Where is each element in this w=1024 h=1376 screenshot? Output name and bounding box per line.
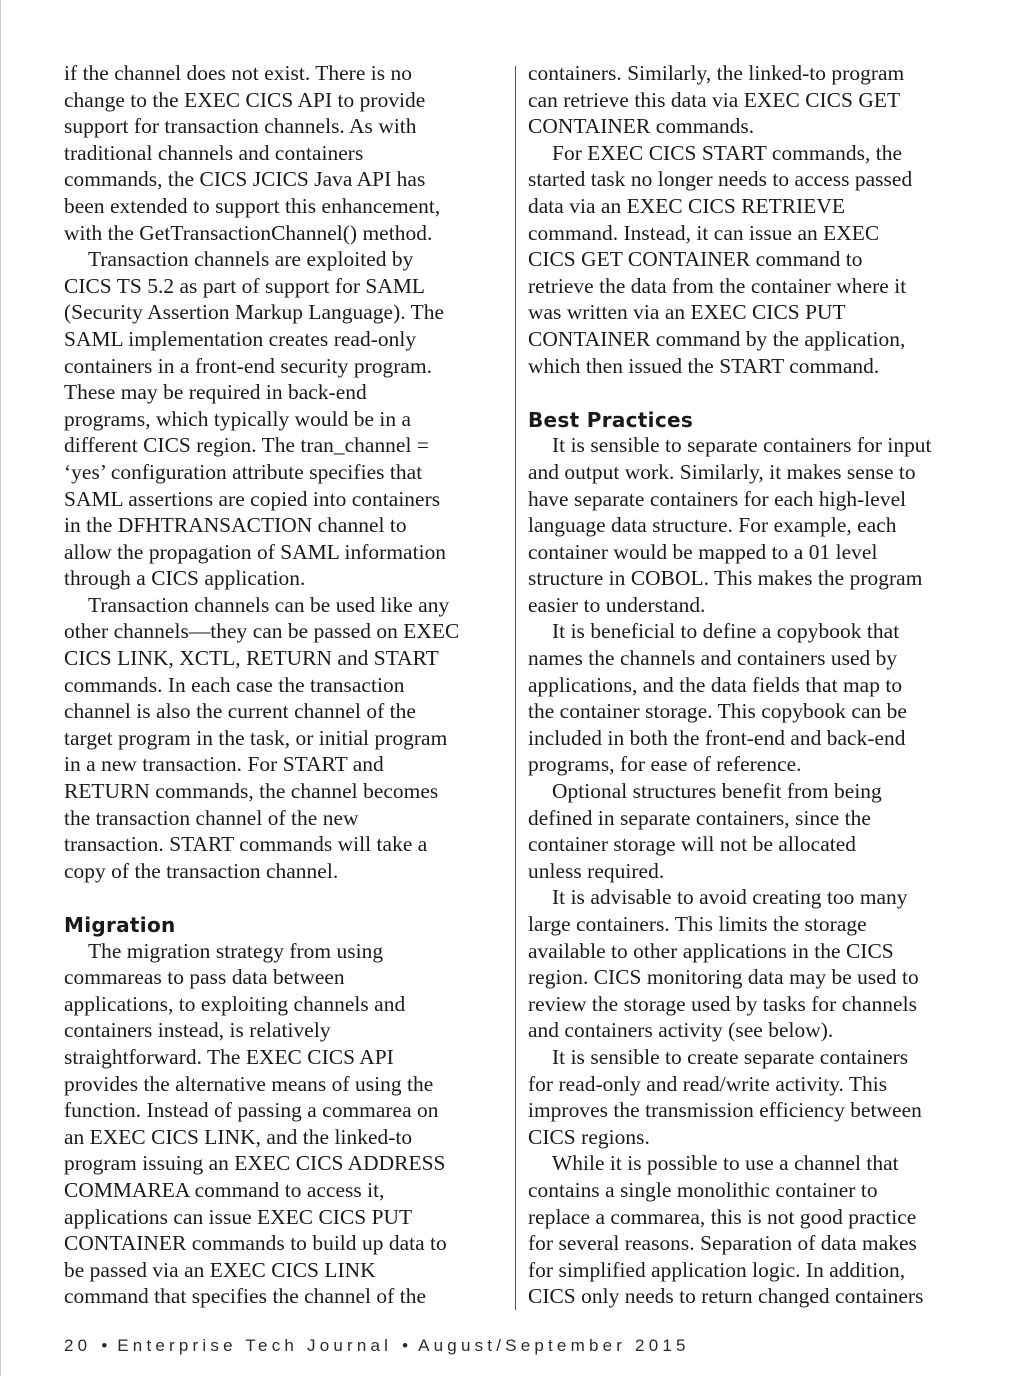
- text-line: COMMAREA command to access it,: [64, 1177, 385, 1202]
- text-line: retrieve the data from the container where it: [528, 273, 907, 298]
- text-line: CICS LINK, XCTL, RETURN and START: [64, 646, 439, 671]
- page-footer: [64, 1336, 690, 1356]
- text-line: transaction. START commands will take a: [64, 832, 428, 857]
- paragraph-first-line: It is sensible to separate containers for input: [552, 433, 932, 458]
- text-line: have separate containers for each high-level: [528, 486, 907, 511]
- text-line: traditional channels and containers: [64, 140, 364, 165]
- section-gap: [528, 379, 968, 406]
- text-line: containers instead, is relatively: [64, 1018, 331, 1043]
- text-line: can retrieve this data via EXEC CICS GET: [528, 87, 901, 112]
- text-line: CICS TS 5.2 as part of support for SAML: [64, 273, 426, 298]
- text-line: and containers activity (see below).: [528, 1018, 834, 1043]
- text-line: programs, for ease of reference.: [528, 752, 802, 777]
- text-line: These may be required in back-end: [64, 380, 367, 405]
- text-line: other channels—they can be passed on EXEC: [64, 619, 460, 644]
- text-line: region. CICS monitoring data may be used to: [528, 965, 919, 990]
- text-line: large containers. This limits the storage: [528, 912, 867, 936]
- text-line: different CICS region. The tran_channel =: [64, 433, 429, 458]
- text-line: commareas to pass data between: [64, 965, 345, 990]
- text-line: if the channel does not exist. There is no: [64, 61, 413, 85]
- text-line: names the channels and containers used by: [528, 646, 898, 671]
- text-line: language data structure. For example, each: [528, 513, 897, 538]
- text-line: been extended to support this enhancement,: [64, 193, 441, 218]
- paragraph-first-line: Transaction channels are exploited by: [88, 247, 414, 272]
- page-number: 20: [64, 1336, 92, 1355]
- text-line: included in both the front-end and back-end: [528, 725, 906, 750]
- text-line: with the GetTransactionChannel() method.: [64, 220, 433, 245]
- text-line: program issuing an EXEC CICS ADDRESS: [64, 1151, 446, 1176]
- text-line: and output work. Similarly, it makes sense to: [528, 459, 916, 484]
- text-line: an EXEC CICS LINK, and the linked-to: [64, 1124, 413, 1149]
- publication-name: Enterprise Tech Journal: [117, 1336, 393, 1355]
- paragraph-first-line: It is advisable to avoid creating too many: [552, 885, 908, 910]
- text-line: commands. In each case the transaction: [64, 672, 405, 697]
- text-line: command. Instead, it can issue an EXEC: [528, 220, 880, 245]
- text-line: was written via an EXEC CICS PUT: [528, 300, 846, 325]
- text-line: commands, the CICS JCICS Java API has: [64, 167, 426, 192]
- section-heading: Migration: [64, 913, 176, 937]
- text-line: applications, and the data fields that map to: [528, 672, 903, 697]
- text-line: CICS regions.: [528, 1124, 650, 1149]
- text-line: applications can issue EXEC CICS PUT: [64, 1204, 413, 1229]
- text-line: review the storage used by tasks for channels: [528, 991, 917, 1016]
- text-line: the transaction channel of the new: [64, 805, 359, 830]
- text-line: CONTAINER command by the application,: [528, 326, 906, 351]
- paragraph-first-line: The migration strategy from using: [88, 938, 384, 963]
- text-line: command that specifies the channel of the: [64, 1284, 426, 1309]
- column-divider: [515, 66, 516, 1310]
- paragraph-first-line: Optional structures benefit from being: [552, 779, 882, 804]
- text-line: structure in COBOL. This makes the program: [528, 566, 923, 591]
- text-line: change to the EXEC CICS API to provide: [64, 87, 426, 112]
- text-line: in the DFHTRANSACTION channel to: [64, 513, 407, 538]
- text-line: containers in a front-end security program.: [64, 353, 433, 378]
- page-edge: [0, 0, 1, 1376]
- text-line: copy of the transaction channel.: [64, 858, 339, 883]
- paragraph-first-line: Transaction channels can be used like any: [88, 592, 450, 617]
- text-line: SAML implementation creates read-only: [64, 326, 417, 351]
- section-gap: [64, 884, 504, 911]
- paragraph-first-line: It is sensible to create separate containers: [552, 1044, 909, 1069]
- text-line: (Security Assertion Markup Language). The: [64, 300, 445, 325]
- text-line: contains a single monolithic container to: [528, 1177, 878, 1202]
- text-line: ‘yes’ configuration attribute specifies that: [64, 459, 423, 484]
- text-line: CICS GET CONTAINER command to: [528, 247, 863, 272]
- text-line: allow the propagation of SAML information: [64, 539, 447, 564]
- footer-separator: •: [402, 1336, 409, 1355]
- text-line: unless required.: [528, 858, 665, 883]
- text-line: through a CICS application.: [64, 566, 306, 591]
- text-line: replace a commarea, this is not good practice: [528, 1204, 917, 1229]
- text-line: for read-only and read/write activity. This: [528, 1071, 888, 1096]
- text-line: be passed via an EXEC CICS LINK: [64, 1257, 376, 1282]
- text-line: which then issued the START command.: [528, 353, 880, 378]
- text-line: container storage will not be allocated: [528, 832, 857, 857]
- right-column: [528, 60, 968, 1310]
- text-line: RETURN commands, the channel becomes: [64, 779, 439, 804]
- text-line: for simplified application logic. In addition,: [528, 1257, 906, 1282]
- section-heading: Best Practices: [528, 407, 694, 432]
- left-column: [64, 60, 504, 1310]
- text-line: CICS only needs to return changed containers: [528, 1284, 924, 1309]
- paragraph-first-line: While it is possible to use a channel that: [552, 1151, 899, 1176]
- paragraph-first-line: It is beneficial to define a copybook that: [552, 619, 900, 644]
- text-line: container would be mapped to a 01 level: [528, 539, 878, 564]
- text-line: provides the alternative means of using the: [64, 1071, 434, 1096]
- text-line: programs, which typically would be in a: [64, 406, 412, 431]
- text-line: defined in separate containers, since the: [528, 805, 871, 830]
- text-line: in a new transaction. For START and: [64, 752, 384, 777]
- text-line: the container storage. This copybook can be: [528, 699, 907, 724]
- issue-date: August/September 2015: [418, 1336, 690, 1355]
- text-line: function. Instead of passing a commarea on: [64, 1098, 439, 1123]
- text-line: data via an EXEC CICS RETRIEVE: [528, 193, 845, 218]
- text-line: started task no longer needs to access passed: [528, 167, 913, 192]
- text-line: straightforward. The EXEC CICS API: [64, 1044, 394, 1069]
- text-line: containers. Similarly, the linked-to program: [528, 61, 905, 85]
- paragraph-first-line: For EXEC CICS START commands, the: [552, 140, 903, 165]
- text-line: channel is also the current channel of the: [64, 699, 416, 724]
- text-line: target program in the task, or initial program: [64, 725, 448, 750]
- text-line: SAML assertions are copied into containers: [64, 486, 441, 511]
- text-line: easier to understand.: [528, 592, 706, 617]
- text-line: available to other applications in the CICS: [528, 938, 894, 963]
- text-line: applications, to exploiting channels and: [64, 991, 406, 1016]
- text-line: support for transaction channels. As with: [64, 114, 417, 139]
- text-line: CONTAINER commands to build up data to: [64, 1231, 447, 1256]
- text-line: improves the transmission efficiency between: [528, 1098, 922, 1123]
- text-line: CONTAINER commands.: [528, 114, 755, 139]
- text-line: for several reasons. Separation of data makes: [528, 1231, 917, 1256]
- footer-separator: •: [101, 1336, 108, 1355]
